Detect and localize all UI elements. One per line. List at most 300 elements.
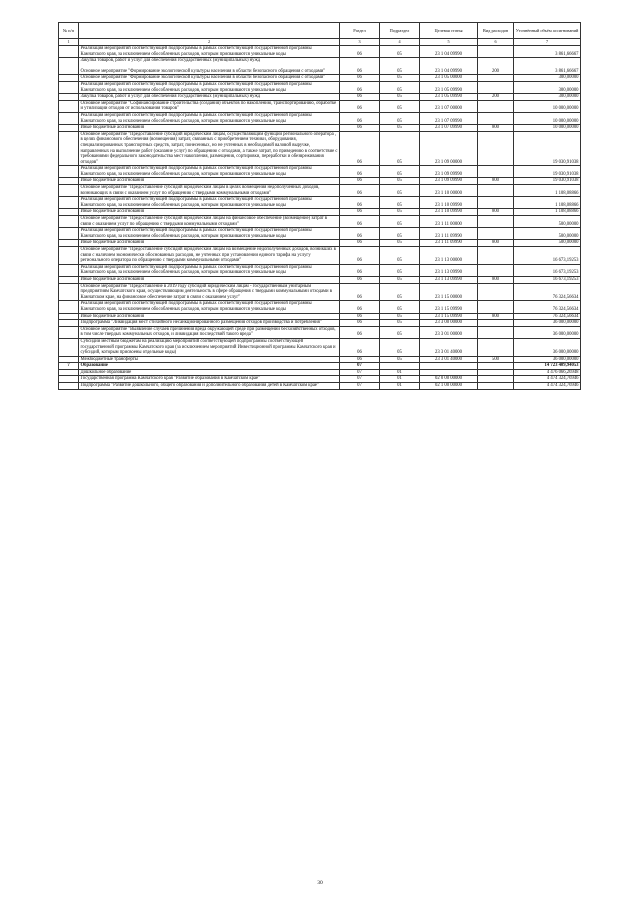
row-number <box>59 112 79 124</box>
row-section: 07 <box>340 383 380 390</box>
row-target-item: 23 1 05 00000 <box>420 75 478 82</box>
row-amount: 76 324,56634 <box>514 283 581 301</box>
row-section: 06 <box>340 178 380 185</box>
row-subsection: 05 <box>380 46 420 58</box>
row-target-item: 23 1 15 09990 <box>420 301 478 313</box>
row-name <box>79 383 340 390</box>
row-amount: 16 673,19253 <box>514 276 581 283</box>
row-subsection: 05 <box>380 264 420 276</box>
budget-table-page <box>58 22 580 390</box>
row-number <box>59 209 79 216</box>
table-row <box>59 264 581 276</box>
row-name-paragraph: Реализация мероприятий соответствующей подпрограммы в рамках соответствующей государственной программы Камчатского края, за исключением обособленных расходов, которым присваиваются уникальные коды <box>80 81 312 93</box>
row-section: 06 <box>340 264 380 276</box>
row-target-item: 23 1 04 09990 <box>420 46 478 58</box>
row-name <box>79 58 340 75</box>
row-subsection: 05 <box>380 100 420 112</box>
row-name <box>79 326 340 338</box>
row-subsection: 05 <box>380 178 420 185</box>
row-amount: 36 000,00000 <box>514 320 581 327</box>
row-expense-type <box>478 131 514 166</box>
row-name <box>79 166 340 178</box>
row-name-paragraph: Реализация мероприятий соответствующей подпрограммы в рамках соответствующей государственной программы Камчатского края, за исключением обособленных расходов, которым присваиваются уникальные коды <box>80 112 312 124</box>
row-section: 06 <box>340 326 380 338</box>
row-expense-type <box>478 326 514 338</box>
row-subsection: 01 <box>380 376 420 383</box>
row-subsection <box>380 363 420 370</box>
table-row <box>59 320 581 327</box>
row-number <box>59 356 79 363</box>
row-name-paragraph: Реализация мероприятий соответствующей подпрограммы в рамках соответствующей государственной программы Камчатского края, за исключением обособленных расходов, которым присваиваются уникальные коды <box>80 301 312 312</box>
row-target-item: 23 1 15 00000 <box>420 283 478 301</box>
row-number <box>59 313 79 320</box>
table-row <box>59 283 581 301</box>
row-target-item: 23 1 07 00000 <box>420 100 478 112</box>
row-target-item: 02 1 00 00000 <box>420 383 478 390</box>
table-row <box>59 383 581 390</box>
table-row <box>59 356 581 363</box>
row-name-paragraph: Основное мероприятие "Предоставление субсидий юридическим лицам на финансовое обеспечение (возмещение) затрат в связи с оказанием услуг по обращению с твердыми коммунальными отходами" <box>80 216 327 227</box>
row-name-paragraph: Иные бюджетные ассигнования <box>80 178 144 184</box>
row-number <box>59 320 79 327</box>
row-number <box>59 94 79 101</box>
row-subsection: 05 <box>380 320 420 327</box>
row-name-paragraph: Закупка товаров, работ и услуг для обеспечения государственных (муниципальных) нужд <box>80 58 261 64</box>
row-name-paragraph: Образование <box>80 363 108 369</box>
row-section: 06 <box>340 276 380 283</box>
row-expense-type: 200 <box>478 94 514 101</box>
row-subsection: 05 <box>380 216 420 228</box>
row-section: 06 <box>340 100 380 112</box>
row-section: 06 <box>340 338 380 356</box>
row-expense-type <box>478 185 514 197</box>
row-name <box>79 216 340 228</box>
row-amount: 36 000,00000 <box>514 338 581 356</box>
column-number: 4 <box>380 39 420 46</box>
row-expense-type: 800 <box>478 276 514 283</box>
row-name <box>79 197 340 209</box>
table-row <box>59 112 581 124</box>
row-expense-type <box>478 166 514 178</box>
row-target-item: 23 1 15 09990 <box>420 313 478 320</box>
row-amount: 14 723 409,94053 <box>514 363 581 370</box>
row-name <box>79 301 340 313</box>
row-name <box>79 376 340 383</box>
row-number <box>59 326 79 338</box>
row-target-item: 23 1 13 00000 <box>420 247 478 265</box>
table-row <box>59 301 581 313</box>
row-expense-type <box>478 247 514 265</box>
row-subsection: 05 <box>380 209 420 216</box>
row-expense-type <box>478 320 514 327</box>
row-amount: 3 861,66667 <box>514 46 581 58</box>
row-amount: 19 030,91038 <box>514 131 581 166</box>
table-row <box>59 228 581 240</box>
row-name-paragraph: Основное мероприятие "Формирование экологической культуры населения в области безопасного обращения с отходами" <box>80 68 326 74</box>
row-number <box>59 264 79 276</box>
row-name-paragraph: Государственная программа Камчатского края "Развитие образования в Камчатском крае" <box>80 376 261 382</box>
table-row <box>59 363 581 370</box>
row-expense-type: 800 <box>478 178 514 185</box>
row-subsection: 05 <box>380 313 420 320</box>
column-number: 6 <box>478 39 514 46</box>
header-amount: Уточнённый объём ассигнований <box>514 23 581 39</box>
row-target-item: 23 1 04 09990 <box>420 58 478 75</box>
row-name-paragraph: Межбюджетные трансферты <box>80 356 138 362</box>
row-target-item: 23 1 13 09990 <box>420 276 478 283</box>
row-expense-type: 800 <box>478 313 514 320</box>
row-number <box>59 240 79 247</box>
row-expense-type <box>478 228 514 240</box>
row-section: 06 <box>340 81 380 93</box>
row-expense-type: 800 <box>478 125 514 132</box>
row-name-paragraph: Реализация мероприятий соответствующей подпрограммы в рамках соответствующей государственной программы Камчатского края, за исключением обособленных расходов, которым присваиваются уникальные коды <box>80 264 312 276</box>
row-subsection: 05 <box>380 58 420 75</box>
row-section: 06 <box>340 197 380 209</box>
header-expense-type: Вид расходов <box>478 23 514 39</box>
row-name-paragraph: Реализация мероприятий соответствующей подпрограммы в рамках соответствующей государственной программы Камчатского края, за исключением обособленных расходов, которым присваиваются уникальные коды <box>80 228 312 239</box>
row-name <box>79 356 340 363</box>
row-name <box>79 100 340 112</box>
row-name-paragraph: Основное мероприятие "Предоставление субсидий юридическим лицам в целях возмещения недополученных доходов, возникающих в связи с оказанием услуг по обращению с твердыми коммунальными отходами" <box>80 185 320 196</box>
row-expense-type <box>478 100 514 112</box>
table-row <box>59 166 581 178</box>
row-subsection: 05 <box>380 185 420 197</box>
row-section: 06 <box>340 228 380 240</box>
row-name <box>79 75 340 82</box>
row-number <box>59 100 79 112</box>
row-amount: 19 030,91038 <box>514 166 581 178</box>
row-name-paragraph: Иные бюджетные ассигнования <box>80 240 144 246</box>
row-expense-type <box>478 197 514 209</box>
row-expense-type: 200 <box>478 58 514 75</box>
row-subsection: 05 <box>380 166 420 178</box>
row-amount: 10 000,00000 <box>514 112 581 124</box>
row-target-item: 23 1 10 09990 <box>420 209 478 216</box>
row-section: 06 <box>340 58 380 75</box>
row-section: 06 <box>340 209 380 216</box>
row-number <box>59 46 79 58</box>
header-subsection: Подраздел <box>380 23 420 39</box>
column-number-row <box>59 39 581 46</box>
row-expense-type <box>478 216 514 228</box>
row-expense-type <box>478 283 514 301</box>
row-section: 06 <box>340 320 380 327</box>
row-name <box>79 283 340 301</box>
row-target-item: 23 1 07 09990 <box>420 125 478 132</box>
row-amount: 19 030,91038 <box>514 178 581 185</box>
row-target-item: 23 1 05 09990 <box>420 94 478 101</box>
row-expense-type <box>478 363 514 370</box>
row-amount: 1 108,08866 <box>514 185 581 197</box>
row-name <box>79 363 340 370</box>
row-name <box>79 112 340 124</box>
table-row <box>59 81 581 93</box>
row-amount: 4 474 324,76946 <box>514 376 581 383</box>
row-expense-type <box>478 376 514 383</box>
row-section: 06 <box>340 356 380 363</box>
row-target-item: 23 1 11 00000 <box>420 216 478 228</box>
row-target-item: 23 1 09 00000 <box>420 131 478 166</box>
row-name <box>79 320 340 327</box>
table-row <box>59 125 581 132</box>
row-expense-type <box>478 338 514 356</box>
row-target-item: 23 3 01 40000 <box>420 356 478 363</box>
row-amount: 36 000,00000 <box>514 356 581 363</box>
budget-table <box>58 22 581 390</box>
row-name <box>79 313 340 320</box>
row-name-paragraph: Основное мероприятие "Софинансирование строительства (создания) объектов по накоплению, транспортированию, обработке и утилизации отходов от использования товаров" <box>80 100 337 112</box>
row-number <box>59 75 79 82</box>
row-target-item: 23 1 10 09990 <box>420 197 478 209</box>
row-number <box>59 383 79 390</box>
row-number <box>59 197 79 209</box>
row-section: 06 <box>340 313 380 320</box>
table-row <box>59 326 581 338</box>
row-subsection: 05 <box>380 112 420 124</box>
row-subsection: 05 <box>380 228 420 240</box>
row-number <box>59 131 79 166</box>
row-name-paragraph: Подпрограмма "Ликвидация мест стихийного несанкционированного размещения отходов производства и потребления" <box>80 320 322 326</box>
row-amount: 300,00000 <box>514 75 581 82</box>
row-target-item: 23 1 13 09990 <box>420 264 478 276</box>
row-section: 06 <box>340 125 380 132</box>
row-expense-type: 800 <box>478 209 514 216</box>
row-subsection: 05 <box>380 81 420 93</box>
row-name-paragraph: Иные бюджетные ассигнования <box>80 276 144 282</box>
row-number <box>59 376 79 383</box>
row-amount: 10 000,00000 <box>514 100 581 112</box>
row-expense-type <box>478 81 514 93</box>
row-section: 07 <box>340 363 380 370</box>
row-subsection: 05 <box>380 356 420 363</box>
table-row <box>59 209 581 216</box>
table-row <box>59 276 581 283</box>
row-number <box>59 216 79 228</box>
row-subsection: 05 <box>380 283 420 301</box>
row-target-item: 23 1 05 09990 <box>420 81 478 93</box>
row-name <box>79 338 340 356</box>
row-name-paragraph: Основное мероприятие "Формирование экологической культуры населения в области безопасного обращения с отходами" <box>80 75 326 81</box>
row-target-item <box>420 363 478 370</box>
row-name-paragraph: Субсидии местным бюджетам на реализацию мероприятий соответствующей подпрограммы соответствующей государственной программы Камчатского края (за исключением мероприятий Инвестиционной программы Камчатского края и субсидий, которым присвоены отдельные коды) <box>80 338 336 356</box>
row-number <box>59 125 79 132</box>
row-section: 06 <box>340 216 380 228</box>
table-row <box>59 178 581 185</box>
row-subsection: 05 <box>380 276 420 283</box>
row-target-item: 23 1 09 09990 <box>420 178 478 185</box>
row-number <box>59 276 79 283</box>
row-number <box>59 369 79 376</box>
header-name <box>79 23 340 39</box>
row-amount: 500,00000 <box>514 240 581 247</box>
row-name <box>79 369 340 376</box>
row-number <box>59 178 79 185</box>
row-section: 06 <box>340 112 380 124</box>
row-name <box>79 228 340 240</box>
row-subsection: 05 <box>380 131 420 166</box>
row-name <box>79 247 340 265</box>
row-subsection: 05 <box>380 75 420 82</box>
row-number: 7 <box>59 363 79 370</box>
table-row <box>59 94 581 101</box>
row-number <box>59 283 79 301</box>
row-target-item: 23 3 00 00000 <box>420 320 478 327</box>
row-expense-type <box>478 383 514 390</box>
row-section: 07 <box>340 376 380 383</box>
row-section: 06 <box>340 46 380 58</box>
row-section: 06 <box>340 75 380 82</box>
row-amount: 36 000,00000 <box>514 326 581 338</box>
row-subsection: 05 <box>380 326 420 338</box>
row-name <box>79 131 340 166</box>
table-row <box>59 75 581 82</box>
row-expense-type <box>478 112 514 124</box>
row-section: 06 <box>340 283 380 301</box>
row-target-item: 23 3 01 00000 <box>420 326 478 338</box>
row-section: 06 <box>340 301 380 313</box>
row-name-paragraph: Реализация мероприятий соответствующей подпрограммы в рамках соответствующей государственной программы Камчатского края, за исключением обособленных расходов, которым присваиваются уникальные коды <box>80 197 312 208</box>
table-row <box>59 197 581 209</box>
table-row <box>59 131 581 166</box>
table-row <box>59 100 581 112</box>
table-row <box>59 369 581 376</box>
row-name-paragraph: Основное мероприятие "Предоставление субсидий юридическим лицам, осуществляющим функции регионального оператора , в целях финансового обеспечения (возмещения) затрат, связанных с приобретением техники, оборудования, специализированных транспортных средств, затрат, понесенных, но не учтенных в необходимой валовой выручке, направленных на выполнение работ (оказание услуг) по обращению с отходами, а также затрат, по приведению в соответствие с требованиями федерального законодательства мест накопления, размещения, сортировки, переработки и обезвреживания отходов" <box>80 131 338 165</box>
table-row <box>59 46 581 58</box>
column-number: 7 <box>514 39 581 46</box>
table-row <box>59 216 581 228</box>
row-name <box>79 240 340 247</box>
row-section: 06 <box>340 185 380 197</box>
row-number <box>59 185 79 197</box>
column-number: 3 <box>340 39 380 46</box>
row-amount: 4 476 066,26948 <box>514 369 581 376</box>
row-section: 06 <box>340 240 380 247</box>
row-section: 06 <box>340 247 380 265</box>
row-amount: 500,00000 <box>514 228 581 240</box>
row-amount: 300,00000 <box>514 94 581 101</box>
header-number: № п/п <box>59 23 79 39</box>
row-amount: 1 108,08866 <box>514 209 581 216</box>
row-expense-type <box>478 301 514 313</box>
row-name-paragraph: Иные бюджетные ассигнования <box>80 313 144 319</box>
row-amount: 300,00000 <box>514 81 581 93</box>
row-target-item: 23 1 10 00000 <box>420 185 478 197</box>
table-row <box>59 58 581 75</box>
row-section: 06 <box>340 94 380 101</box>
row-target-item <box>420 369 478 376</box>
row-amount: 3 861,66667 <box>514 58 581 75</box>
row-target-item: 23 3 01 40000 <box>420 338 478 356</box>
row-expense-type: 500 <box>478 356 514 363</box>
row-target-item: 23 1 11 09990 <box>420 240 478 247</box>
row-name-paragraph: Реализация мероприятий соответствующей подпрограммы в рамках соответствующей государственной программы Камчатского края, за исключением обособленных расходов, которым присваиваются уникальные коды <box>80 46 312 57</box>
page-number: 30 <box>317 880 323 886</box>
row-number <box>59 58 79 75</box>
row-name <box>79 276 340 283</box>
row-number <box>59 338 79 356</box>
row-target-item: 23 1 09 09990 <box>420 166 478 178</box>
row-name <box>79 94 340 101</box>
row-name <box>79 264 340 276</box>
table-row <box>59 376 581 383</box>
row-number <box>59 166 79 178</box>
table-row <box>59 247 581 265</box>
row-number <box>59 228 79 240</box>
row-name <box>79 46 340 58</box>
row-amount: 16 673,19253 <box>514 247 581 265</box>
row-name-paragraph: Реализация мероприятий соответствующей подпрограммы в рамках соответствующей государственной программы Камчатского края, за исключением обособленных расходов, которым присваиваются уникальные коды <box>80 166 312 177</box>
row-number <box>59 247 79 265</box>
row-subsection: 01 <box>380 369 420 376</box>
header-section: Раздел <box>340 23 380 39</box>
row-target-item: 02 0 00 00000 <box>420 376 478 383</box>
row-number <box>59 301 79 313</box>
row-name-paragraph: Основное мероприятие "Предоставление в 2019 году субсидий юридическим лицам - государственным унитарным предприятиям Камчатского края, осуществляющим деятельность в сфере обращения с твердыми коммунальными отходами в Камчатском крае, на финансовое обеспечение затрат в связи с оказанием услуг" <box>80 283 332 300</box>
row-name-paragraph: Подпрограмма "Развитие дошкольного, общего образования и дополнительного образования детей в Камчатском крае" <box>80 383 319 389</box>
row-name <box>79 178 340 185</box>
column-number: 1 <box>59 39 79 46</box>
row-number <box>59 81 79 93</box>
row-section: 06 <box>340 131 380 166</box>
row-section: 06 <box>340 166 380 178</box>
row-name <box>79 209 340 216</box>
row-subsection: 05 <box>380 94 420 101</box>
row-name <box>79 185 340 197</box>
table-header-row <box>59 23 581 39</box>
row-amount: 1 108,08866 <box>514 197 581 209</box>
row-subsection: 05 <box>380 240 420 247</box>
row-expense-type <box>478 264 514 276</box>
row-expense-type <box>478 75 514 82</box>
row-amount: 10 000,00000 <box>514 125 581 132</box>
row-name <box>79 81 340 93</box>
row-name-paragraph: Иные бюджетные ассигнования <box>80 125 144 131</box>
table-body <box>59 46 581 390</box>
row-name-paragraph: Основное мероприятие "Предоставление субсидий юридическим лицам на возмещение недополученных доходов, возникших в связи с наличием экономически обоснованных расходов, не учтенных при установлении единого тарифа на услугу регионального оператора по обращению с твердыми коммунальными отходами" <box>80 247 336 264</box>
row-amount: 76 324,56634 <box>514 301 581 313</box>
row-name-paragraph: Основное мероприятие "Выявление случаев причинения вреда окружающей среде при размещении бесхозяйственных отходов, в том числе твердых коммунальных отходов, и ликвидация последствий такого вреда" <box>80 326 336 338</box>
row-subsection: 01 <box>380 383 420 390</box>
row-name-paragraph: Иные бюджетные ассигнования <box>80 209 144 215</box>
row-amount: 76 324,56634 <box>514 313 581 320</box>
column-number: 2 <box>79 39 340 46</box>
row-subsection: 05 <box>380 338 420 356</box>
row-subsection: 05 <box>380 125 420 132</box>
table-row <box>59 240 581 247</box>
row-name-paragraph: Закупка товаров, работ и услуг для обеспечения государственных (муниципальных) нужд <box>80 94 261 100</box>
row-subsection: 05 <box>380 301 420 313</box>
row-expense-type: 800 <box>478 240 514 247</box>
table-row <box>59 338 581 356</box>
header-target-item: Целевая статья <box>420 23 478 39</box>
row-target-item: 23 1 07 09990 <box>420 112 478 124</box>
row-subsection: 05 <box>380 247 420 265</box>
row-amount: 4 474 324,76946 <box>514 383 581 390</box>
table-row <box>59 185 581 197</box>
row-amount: 500,00000 <box>514 216 581 228</box>
column-number: 5 <box>420 39 478 46</box>
row-expense-type <box>478 46 514 58</box>
row-expense-type <box>478 369 514 376</box>
row-name <box>79 125 340 132</box>
row-name-paragraph: Дошкольное образование <box>80 369 132 375</box>
row-target-item: 23 1 11 09990 <box>420 228 478 240</box>
row-amount: 16 673,19253 <box>514 264 581 276</box>
row-subsection: 05 <box>380 197 420 209</box>
row-section: 07 <box>340 369 380 376</box>
table-row <box>59 313 581 320</box>
